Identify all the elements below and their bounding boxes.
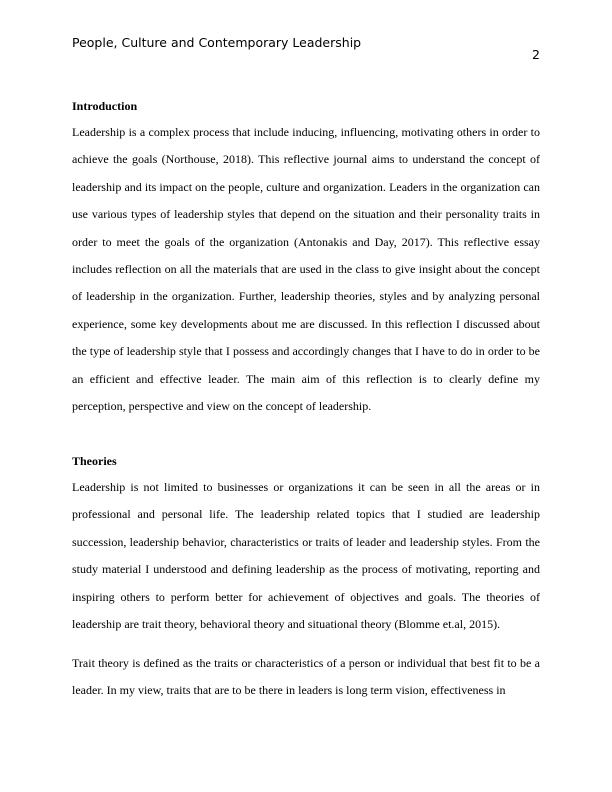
running-head: People, Culture and Contemporary Leadership	[72, 35, 362, 50]
section-heading-introduction: Introduction	[72, 99, 138, 113]
paragraph-theories-2: Trait theory is defined as the traits or characteristics of a person or individual that best fit to be a leader. In my view, traits that are to be there in leaders is long term vision, effectiveness in	[72, 656, 540, 698]
page-number: 2	[532, 47, 540, 62]
section-heading-theories: Theories	[72, 454, 117, 468]
paragraph-introduction: Leadership is a complex process that include inducing, influencing, motivating others in order to achieve the goals (Northouse, 2018). This reflective journal aims to understand the concept of leadership and its impact on the people, culture and organization. Leaders in the organization can use various types of leadership styles that depend on the situation and their personality traits in order to meet the goals of the organization (Antonakis and Day, 2017). This reflective essay includes reflection on all the materials that are used in the class to give insight about the concept of leadership in the organization. Further, leadership theories, styles and by analyzing personal experience, some key developments about me are discussed. In this reflection I discussed about the type of leadership style that I possess and accordingly changes that I have to do in order to be an efficient and effective leader. The main aim of this reflection is to clearly define my perception, perspective and view on the concept of leadership.	[72, 125, 540, 414]
paragraph-theories-1: Leadership is not limited to businesses or organizations it can be seen in all the areas or in professional and personal life. The leadership related topics that I studied are leadership succession, leadership behavior, characteristics or traits of leader and leadership styles. From the study material I understood and defining leadership as the process of motivating, reporting and inspiring others to perform better for achievement of objectives and goals. The theories of leadership are trait theory, behavioral theory and situational theory (Blomme et.al, 2015).	[72, 480, 540, 632]
